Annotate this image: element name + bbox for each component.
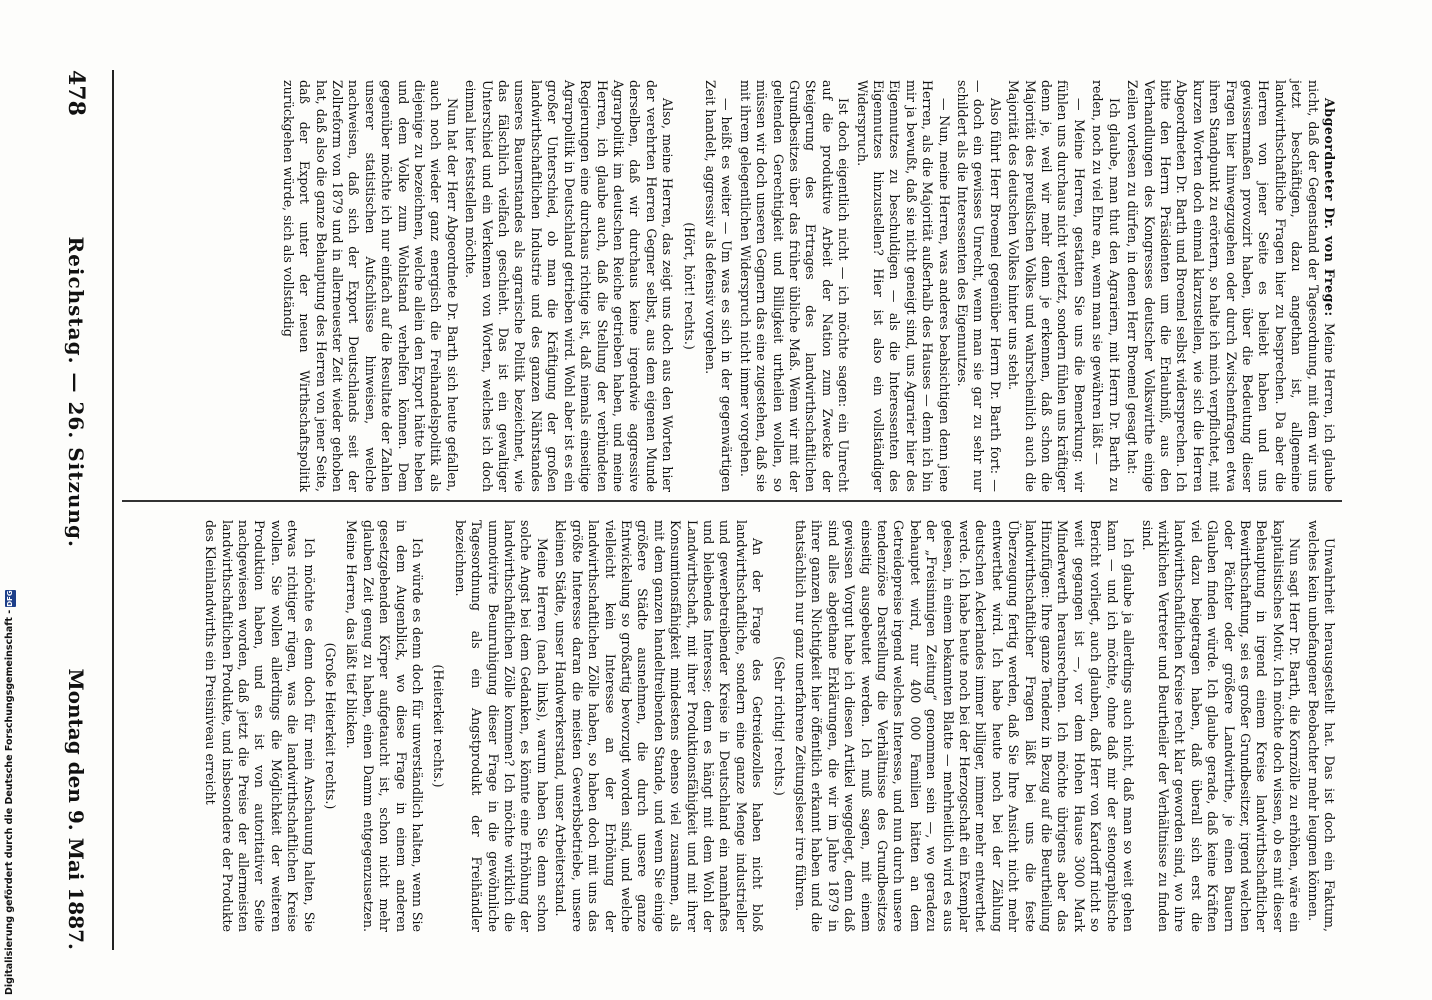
paragraph: — Meine Herren, gestatten Sie uns die Bemerkung: wir fühlen uns durchaus nicht verletzt, sondern fühlen uns kräftiger denn je, weil wir mehr denn je erkennen, daß schon die Majorität des preußischen Volkes und wahrscheinlich auch die Majorität des deutschen Volkes hinter uns steht.: [1006, 80, 1087, 492]
interjection: (Hört, hört! rechts.): [681, 222, 697, 350]
header-date: Montag den 9. Mai 1887.: [64, 668, 88, 950]
paragraph: Ich glaube, man thut den Agrariern, mit Herrn Dr. Barth zu reden, noch zu viel Ehre an, wenn man sie gewähren läßt —: [1090, 80, 1122, 492]
paragraph: Also, meine Herren, das zeigt uns doch aus den Worten hier der verehrten Herren Gegner selbst, aus dem eigenen Munde derselben, daß wir durchaus keine irgendwie aggressive Agrarpolitik im deutschen Reiche getrieben haben, und meine Herren, ich glaube auch, daß die Stellung der verbündeten Regierungen eine durchaus richtige ist, daß niemals einseitige Agrarpolitik in Deutschland getrieben wird. Wohl aber ist es ein großer Unterschied, ob man die Kräftigung der großen landwirthschaftlichen Industrie und des ganzen Nährstandes unseres Bauernstandes als agrarische Politik bezeichnet, wie das fälschlich vielfach geschieht. Das ist ein gewaltiger Unterschied und ein Verkennen von Worten, welches ich doch einmal hier feststellen möchte.: [463, 80, 676, 492]
right-column: [127, 520, 1337, 932]
header-rule: [112, 70, 114, 950]
digitization-footer: [2, 590, 18, 995]
dfg-logo: DFG: [5, 590, 14, 607]
paragraph: Ist doch eigentlich nicht — ich möchte sagen: ein Unrecht auf die produktive Arbeit der Nation zum Zwecke der Steigerung des Ertrages des landwirthschaftlichen Grundbesitzes über das früher übliche Maß. Wenn wir mit der geltenden Gerechtigkeit und Billigkeit urtheilen wollen, so müssen wir doch unseren Gegnern das eine zugestehen, daß sie mit ihrem gelegentlichen Widerspruch nicht immer vorgehen.: [737, 80, 852, 492]
paragraph: Ich möchte es denn doch für mein Anschauung halten, Sie etwas richtiger rügen, was die landwirthschaftlichen Kreise wollen. Sie wollen allerdings die Möglichkeit der weiteren Produktion haben, und es ist von autoritativer Seite nachgewiesen worden, daß jetzt die Preise der allermeisten landwirthschaftlichen Produkte, und insbesondere der Produkte des Kleinlandwirths ein Preisniveau erreicht: [203, 520, 317, 932]
column-divider: [122, 500, 1342, 502]
digitization-note: Digitalisierung gefördert durch die Deutsche Forschungsgemeinschaft -: [4, 609, 15, 995]
speaker-paragraph: [1124, 80, 1337, 492]
paragraph: Nun sagt Herr Dr. Barth, die Kornzölle zu erhöhen, wäre ein kapitalistisches Motiv. Ich möchte doch wissen, ob es mit dieser Behauptung in irgend einem Kreise landwirthschaftlicher Bewirthschaftung, sei es großer Grundbesitzer, irgend welchen oder Pächter oder größere Landwirthe, je einen Bauern Glauben finden würde. Ich glaube gerade, daß keine Kräften viel dazu beigetragen haben, daß überall sich erst die landwirthschaftlichen Kreise recht klar geworden sind, wo ihre wirklichen Vertreter und Beurtheiler der Verhältnisse zu finden sind.: [1139, 520, 1303, 932]
paragraph: Meine Herren (nach links), warum haben Sie denn schon solche Angst bei dem Gedanken, es könnte eine Erhöhung der landwirthschaftlichen Zölle kommen? Ich möchte wirklich die unmotivirte Beunruhigung dieser Frage in die gewöhnliche Tagesordnung als ein Angstprodukt der Freihändler bezeichnen.: [452, 520, 550, 932]
paragraph: Nun hat der Herr Abgeordnete Dr. Barth sich heute gefallen, auch noch wieder ganz energisch die Freihandelspolitik als diejenige zu bezeichnen, welche allein den Export hätte heben und dem Volke zum Wohlstand verhelfen können. Dem gegenüber möchte ich nur einfach auf die Resultate der Zahlen unserer statistischen Aufschlüsse hinweisen, welche nachweisen, daß sich der Export Deutschlands seit der Zollreform von 1879 und in allerneuester Zeit wieder gehoben hat, daß also die ganze Behauptung des Herren von jener Seite, daß der Export unter der neuen Wirthschaftspolitik zurückgehen würde, sich als vollständig: [280, 80, 460, 492]
speaker-name: Abgeordneter Dr. von Frege:: [1322, 98, 1337, 323]
interjection: (Sehr richtig! rechts.): [771, 656, 787, 796]
interjection: (Große Heiterkeit rechts.): [323, 642, 339, 810]
paragraph: — heißt es weiter — Um was es sich in der gegenwärtigen Zeit handelt, aggressiv als defensiv vorgehen.: [702, 80, 735, 492]
paragraph: — Nun, meine Herren, was anderes beabsichtigen denn jene Herren, als die Majorität außerhalb des Hauses — denn ich bin mir ja bewußt, daß sie nicht geneigt sind, uns Agrarier hier des Eigennutzes zu beschuldigen — als die Interessenten des Eigennutzes hinzustellen? Hier ist also ein vollständiger Widerspruch.: [854, 80, 952, 492]
page-header: [56, 70, 96, 950]
header-session: Reichstag. — 26. Sitzung.: [64, 236, 88, 548]
left-column: [127, 80, 1337, 492]
paragraph: An der Frage des Getreidezolles haben nicht bloß landwirthschaftliche, sondern eine ganze Menge industrieller und gewerbetreibender Kreise in Deutschland ein namhaftes und bleibendes Interesse; denn es hängt mit dem Wohl der Landwirthschaft, mit ihrer Produktionsfähigkeit und mit ihrer Konsumtionsfähigkeit mindestens ebenso viel zusammen, als mit dem ganzen handeltreibenden Stande, und wenn Sie einige größere Städte ausnehmen, die durch unsere ganze Entwickelung so großartig bevorzugt worden sind, und welche vielleicht kein Interesse an der Erhöhung der landwirthschaftlichen Zölle haben, so haben doch mit uns das größte Interesse daran die meisten Gewerbsbetriebe, unsere kleinen Städte, unser Handwerkerstand, unser Arbeiterstand.: [553, 520, 766, 932]
interjection: (Heiterkeit rechts.): [431, 664, 447, 788]
paragraph: Ich glaube ja allerdings auch nicht, daß man so weit gehen kann — und ich möchte, ohne daß mir der stenographische Bericht vorliegt, auch glauben, daß Herr von Kardorff nicht so weit gegangen ist —, vor dem Hohen Hause 3000 Mark Minderwerth herausrechnen. Ich möchte übrigens aber das Hinzufügen: Ihre ganze Tendenz in Bezug auf die Beurtheilung landwirthschaftlicher Fragen läßt bei uns die feste Überzeugung fertig werden, daß Sie Ihre Ansicht nicht mehr entwerthet wird. Ich habe heute noch bei der Zählung deutschen Ackerlandes immer billiger, immer mehr entwerthet werde. Ich habe heute noch bei der Herzogschaft ein Exemplar gelesen, in einem bekannten Blatte — mehrheitlich wird es aus der „Freisinnigen Zeitung“ genommen sein —, wo geradezu behauptet wird, nur 400 000 Familien hätten an dem Getreidepreise irgend welches Interesse, und nun durch unsere tendenziöse Darstellung die Verhältnisse des Grundbesitzes einseitig ausgebeutet werden. Ich muß sagen, mit einem gewissen Vorgut habe ich diesen Artikel weggelegt, denn daß sind alles abgethane Erklärungen, die wir im Jahre 1879 in ihrer ganzen Nichtigkeit hier öffentlich erkannt haben und die thatsächlich nur ganz unerfahrene Zeitungsleser irre führen.: [793, 520, 1137, 932]
paragraph: Unwahrheit herausgestellt hat. Das ist doch ein Faktum, welches kein unbefangener Beobachter mehr leugnen können.: [1305, 520, 1337, 932]
page-number: 478: [63, 70, 89, 116]
speech-text: Meine Herren, ich glaube nicht, daß der Gegenstand der Tagesordnung, mit dem wir uns jetzt beschäftigen, dazu angethan ist, allgemeine landwirthschaftliche Fragen hier zu besprechen. Da aber die Herren von jener Seite es beliebt haben und uns gewissermaßen provozirt haben, über die Bedeutung dieser Fragen hier hinwegzugehen oder durch Zwischenfragen etwa ihren Standpunkt zu erörtern, so halte ich mich verpflichtet, mit kurzen Worten doch einmal klarzustellen, wie sich die Herren Abgeordneten Dr. Barth und Broemel selbst widersprechen. Ich bitte den Herrn Präsidenten um die Erlaubniß, aus den Verhandlungen des Kongresses deutscher Volkswirthe einige Zeilen vorlesen zu dürfen, in denen Herr Broemel gesagt hat:: [1125, 80, 1337, 492]
paragraph: Ich würde es denn doch für unverständlich halten, wenn Sie in dem Augenblick, wo diese Frage in einem anderen gesetzgebenden Körper aufgetaucht ist, schon nicht mehr glauben Zeit genug zu haben, einen Damm entgegenzusetzen. Meine Herren, das läßt tief blicken.: [344, 520, 426, 932]
paragraph: Also führt Herr Broemel gegenüber Herrn Dr. Barth fort: — — doch ein gewisses Unrecht, wenn man sie gar zu sehr nur schildert als die Interessenten des Eigennutzes.: [955, 80, 1003, 492]
